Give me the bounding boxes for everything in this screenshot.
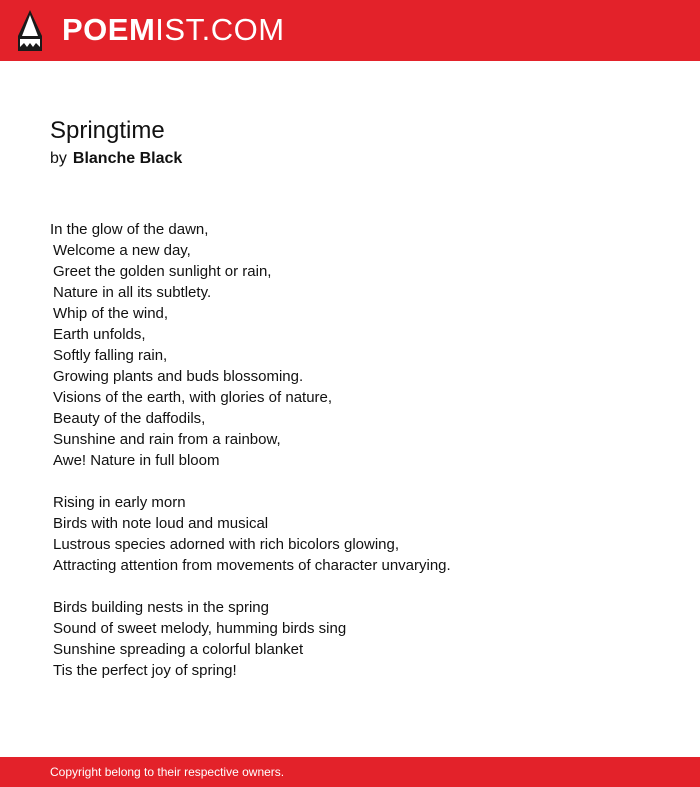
poem-stanza (50, 492, 670, 576)
byline (50, 149, 182, 169)
author-name: Blanche Black (72, 150, 183, 167)
poem-line: Whip of the wind, (53, 305, 169, 322)
copyright-notice: Copyright belong to their respective owners. (50, 765, 285, 779)
poem-line: Visions of the earth, with glories of nature, (53, 389, 333, 406)
poem-line: Sound of sweet melody, humming birds sing (53, 620, 347, 637)
site-header (0, 0, 700, 61)
poem-stanza (50, 219, 670, 471)
pencil-icon (18, 10, 42, 51)
poem-body (50, 219, 670, 702)
poem-line: Nature in all its subtlety. (53, 284, 212, 301)
poem-line: Sunshine and rain from a rainbow, (53, 431, 281, 448)
brand-name-light: IST.COM (155, 12, 285, 47)
poem-line: Greet the golden sunlight or rain, (53, 263, 272, 280)
poem-stanza (50, 597, 670, 681)
poem-line: Growing plants and buds blossoming. (53, 368, 304, 385)
poem-line: Beauty of the daffodils, (53, 410, 206, 427)
brand-name-bold: POEM (62, 12, 156, 47)
poem-line: Awe! Nature in full bloom (53, 452, 220, 469)
poem-line: Birds building nests in the spring (53, 599, 269, 616)
poem-line: Earth unfolds, (53, 326, 146, 343)
poem-line: Lustrous species adorned with rich bicolors glowing, (53, 536, 400, 553)
poem-title: Springtime (50, 117, 165, 144)
poem-line: Tis the perfect joy of spring! (53, 662, 237, 679)
by-label: by (50, 150, 67, 167)
poem-line: Birds with note loud and musical (53, 515, 269, 532)
poem-line: Sunshine spreading a colorful blanket (53, 641, 304, 658)
poem-line: In the glow of the dawn, (50, 221, 209, 238)
poem-line: Softly falling rain, (53, 347, 168, 364)
site-footer (0, 757, 700, 787)
poem-line: Welcome a new day, (53, 242, 191, 259)
poem-line: Attracting attention from movements of character unvarying. (53, 557, 451, 574)
poem-line: Rising in early morn (53, 494, 186, 511)
site-logo-link[interactable] (62, 12, 285, 48)
